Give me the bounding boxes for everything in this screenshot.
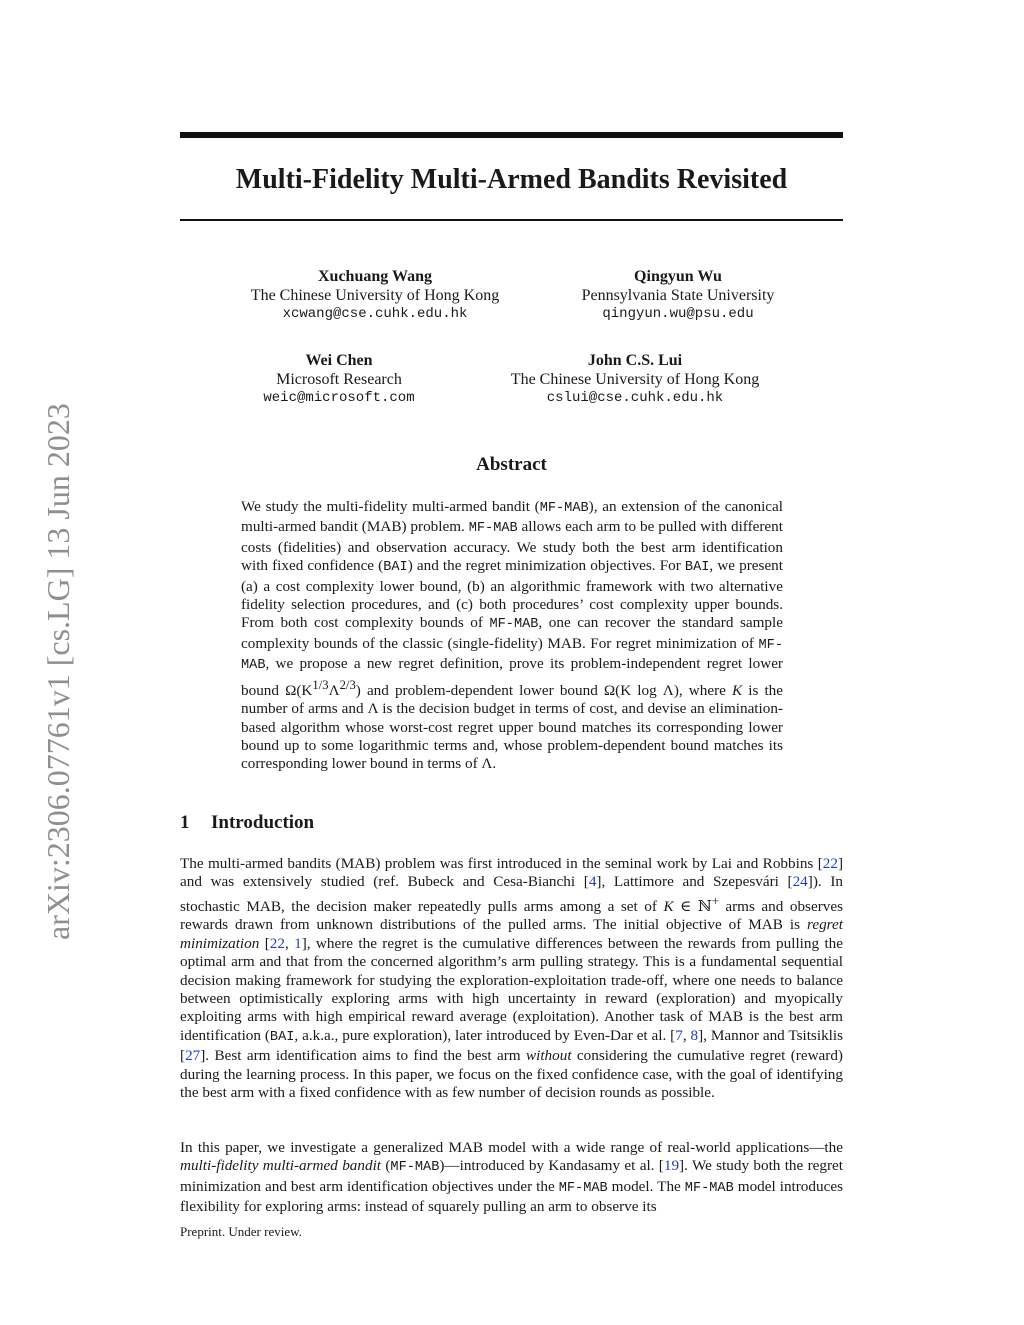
- citation-link[interactable]: 27: [185, 1047, 201, 1065]
- title-bottom-rule: [180, 219, 843, 221]
- code-term: MF-MAB: [390, 1160, 440, 1176]
- superscript: +: [711, 893, 719, 908]
- code-term: MF-MAB: [539, 501, 589, 516]
- code-term: BAI: [269, 1029, 295, 1045]
- author-name: Qingyun Wu: [634, 268, 722, 285]
- code-term: MF-MAB: [468, 521, 518, 537]
- author-name: Wei Chen: [305, 352, 373, 369]
- author-affiliation: The Chinese University of Hong Kong: [250, 287, 500, 304]
- author-affiliation: Pennsylvania State University: [581, 287, 775, 304]
- code-term: MF-MAB: [684, 1180, 734, 1196]
- author-name: Xuchuang Wang: [318, 268, 432, 285]
- italic-text: K: [731, 681, 743, 699]
- code-term: BAI: [383, 560, 408, 576]
- abstract-heading: Abstract: [476, 454, 547, 475]
- author-block: [215, 267, 535, 324]
- superscript: 1/3: [312, 677, 329, 692]
- body-paragraph: The multi-armed bandits (MAB) problem was first introduced in the seminal work by Lai and Robbins [22] and was extensively studied (ref. Bubeck and Cesa-Bianchi [4], Lattimore and Szepesvári [24]). In stochastic MAB, the decision maker repeatedly pulls arms among a set of K ∈ ℕ+ arms and observes rewards drawn from unknown distributions of the pulled arms. The initial objective of MAB is regret minimization [22, 1], where the regret is the cumulative differences between the rewards from pulling the optimal arm and that from the concerned algorithm’s arm pulling strategy. This is a fundamental sequential decision making framework for studying the exploration-exploitation trade-off, where one needs to balance between optimistically exploring arms with high uncertainty in reward (exploration) and myopically exploiting arms with high empirical reward average (exploitation). Another task of MAB is the best arm identification (BAI, a.k.a., pure exploration), later introduced by Even-Dar et al. [7, 8], Mannor and Tsitsiklis [27]. Best arm identification aims to find the best arm without considering the cumulative regret (reward) during the learning process. In this paper, we focus on the fixed confidence case, with the goal of identifying the best arm with a fixed confidence with as few number of decision rounds as possible.: [180, 855, 844, 1101]
- section-heading: [180, 812, 843, 834]
- author-email: cslui@cse.cuhk.edu.hk: [546, 390, 724, 406]
- author-affiliation: Microsoft Research: [276, 371, 402, 388]
- abstract-text: We study the multi-fidelity multi-armed bandit (MF-MAB), an extension of the canonical multi-armed bandit (MAB) problem. MF-MAB allows each arm to be pulled with different costs (fidelities) and observation accuracy. We study both the best arm identification with fixed confidence (BAI) and the regret minimization objectives. For BAI, we present (a) a cost complexity lower bound, (b) an algorithmic framework with two alternative fidelity selection procedures, and (c) both procedures’ cost complexity upper bounds. From both cost complexity bounds of MF-MAB, one can recover the standard sample complexity bounds of the classic (single-fidelity) MAB. For regret minimization of MF-MAB, we propose a new regret definition, prove its problem-independent regret lower bound $\Omega(K^{1/3}\Lambda^{2/3})$ and problem-dependent lower bound Ω(K log Λ), where K is the number of arms and Λ is the decision budget in terms of cost, and devise an elimination-based algorithm whose worst-cost regret upper bound matches its corresponding lower bound up to some logarithmic terms and, whose problem-dependent bound matches its corresponding lower bound in terms of Λ.: [241, 498, 784, 773]
- author-block: [179, 351, 499, 408]
- footer-note: Preprint. Under review.: [180, 1224, 302, 1239]
- author-block: [475, 351, 795, 408]
- citation-link[interactable]: 8: [690, 1026, 699, 1044]
- citation-link[interactable]: 22: [269, 934, 285, 952]
- code-term: MF-MAB: [558, 1180, 608, 1196]
- italic-text: K: [663, 897, 674, 915]
- author-email: xcwang@cse.cuhk.edu.hk: [282, 306, 468, 322]
- italic-text: multi-fidelity multi-armed bandit: [180, 1157, 382, 1175]
- citation-link[interactable]: 4: [588, 873, 597, 891]
- author-affiliation: The Chinese University of Hong Kong: [510, 371, 760, 388]
- superscript: 2/3: [339, 677, 356, 692]
- code-term: MF-MAB: [241, 637, 783, 674]
- body-paragraph: In this paper, we investigate a generalized MAB model with a wide range of real-world applications—the multi-fidelity multi-armed bandit (MF-MAB)—introduced by Kandasamy et al. [19]. We study both the regret minimization and best arm identification objectives under the MF-MAB model. The MF-MAB model introduces flexibility for exploring arms: instead of squarely pulling an arm to observe its: [180, 1139, 843, 1216]
- arxiv-identifier: arXiv:2306.07761v1 [cs.LG] 13 Jun 2023: [40, 403, 76, 940]
- italic-text: regret minimization: [180, 916, 843, 952]
- section-number: 1: [180, 812, 190, 833]
- author-block: [518, 267, 838, 324]
- citation-link[interactable]: 7: [675, 1026, 683, 1044]
- citation-link[interactable]: 24: [792, 873, 808, 891]
- code-term: MF-MAB: [489, 617, 539, 633]
- paper-title: Multi-Fidelity Multi-Armed Bandits Revisited: [235, 164, 788, 195]
- author-email: weic@microsoft.com: [263, 390, 415, 406]
- citation-link[interactable]: 22: [822, 855, 838, 872]
- italic-text: without: [525, 1047, 572, 1065]
- title-top-rule: [180, 132, 843, 138]
- author-email: qingyun.wu@psu.edu: [602, 306, 754, 322]
- section-title: Introduction: [211, 812, 315, 833]
- author-name: John C.S. Lui: [587, 352, 683, 369]
- citation-link[interactable]: 1: [294, 934, 302, 952]
- code-term: BAI: [684, 560, 710, 576]
- citation-link[interactable]: 19: [663, 1157, 680, 1175]
